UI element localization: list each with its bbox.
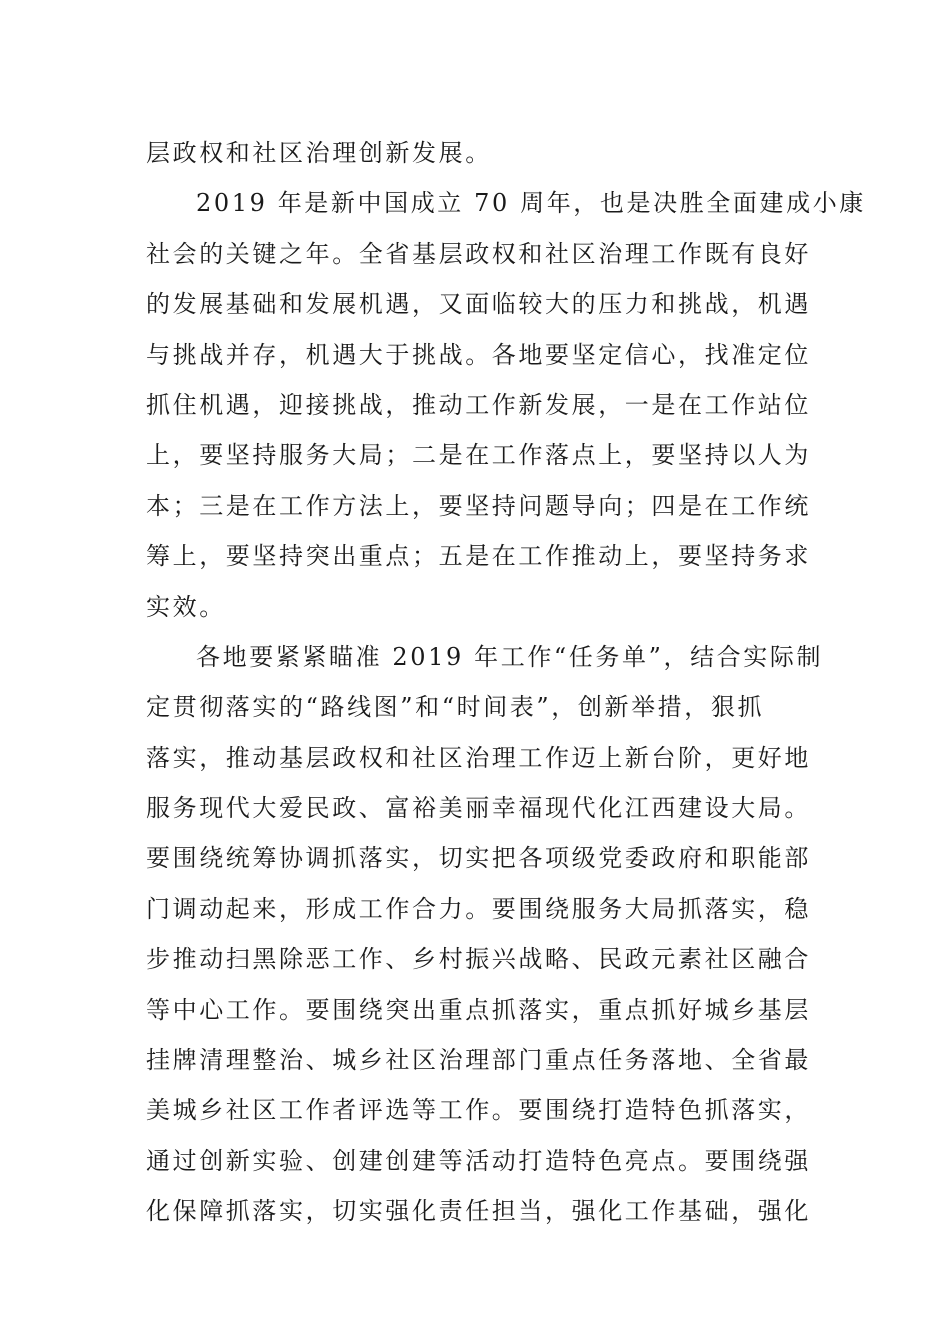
paragraph-task-list: [146, 632, 824, 1237]
paragraph-2019-overview: [146, 178, 866, 632]
text-line: 通过创新实验、创建创建等活动打造特色亮点。要围绕强: [146, 1146, 811, 1175]
text-line: 的发展基础和发展机遇，又面临较大的压力和挑战，机遇: [146, 290, 811, 319]
text-line: 美城乡社区工作者评选等工作。要围绕打造特色抓落实，: [146, 1096, 811, 1125]
text-line: 挂牌清理整治、城乡社区治理部门重点任务落地、全省最: [146, 1046, 811, 1075]
text-line: 落实，推动基层政权和社区治理工作迈上新台阶，更好地: [146, 743, 811, 772]
text-line: 本；三是在工作方法上，要坚持问题导向；四是在工作统: [146, 491, 811, 520]
text-line: 抓住机遇，迎接挑战，推动工作新发展，一是在工作站位: [146, 390, 811, 419]
text-line: 社会的关键之年。全省基层政权和社区治理工作既有良好: [146, 239, 811, 268]
text-line: 化保障抓落实，切实强化责任担当，强化工作基础，强化: [146, 1197, 811, 1226]
text-line: 与挑战并存，机遇大于挑战。各地要坚定信心，找准定位: [146, 340, 811, 369]
document-body: [146, 128, 866, 1237]
text-line: 2019 年是新中国成立 70 周年，也是决胜全面建成小康: [196, 189, 866, 218]
text-line: 层政权和社区治理创新发展。: [146, 139, 492, 167]
text-line: 等中心工作。要围绕突出重点抓落实，重点抓好城乡基层: [146, 995, 811, 1024]
paragraph-continuation: [146, 128, 806, 178]
text-line: 要围绕统筹协调抓落实，切实把各项级党委政府和职能部: [146, 844, 811, 873]
text-line: 定贯彻落实的“路线图”和“时间表”，创新举措，狠抓: [146, 693, 765, 722]
text-line: 上，要坚持服务大局；二是在工作落点上，要坚持以人为: [146, 441, 811, 470]
text-line: 服务现代大爱民政、富裕美丽幸福现代化江西建设大局。: [146, 794, 811, 823]
text-line: 步推动扫黑除恶工作、乡村振兴战略、民政元素社区融合: [146, 945, 811, 974]
text-line: 筹上，要坚持突出重点；五是在工作推动上，要坚持务求: [146, 542, 811, 571]
text-line: 各地要紧紧瞄准 2019 年工作“任务单”，结合实际制: [196, 642, 824, 671]
text-line: 门调动起来，形成工作合力。要围绕服务大局抓落实，稳: [146, 894, 811, 923]
text-line: 实效。: [146, 592, 226, 621]
